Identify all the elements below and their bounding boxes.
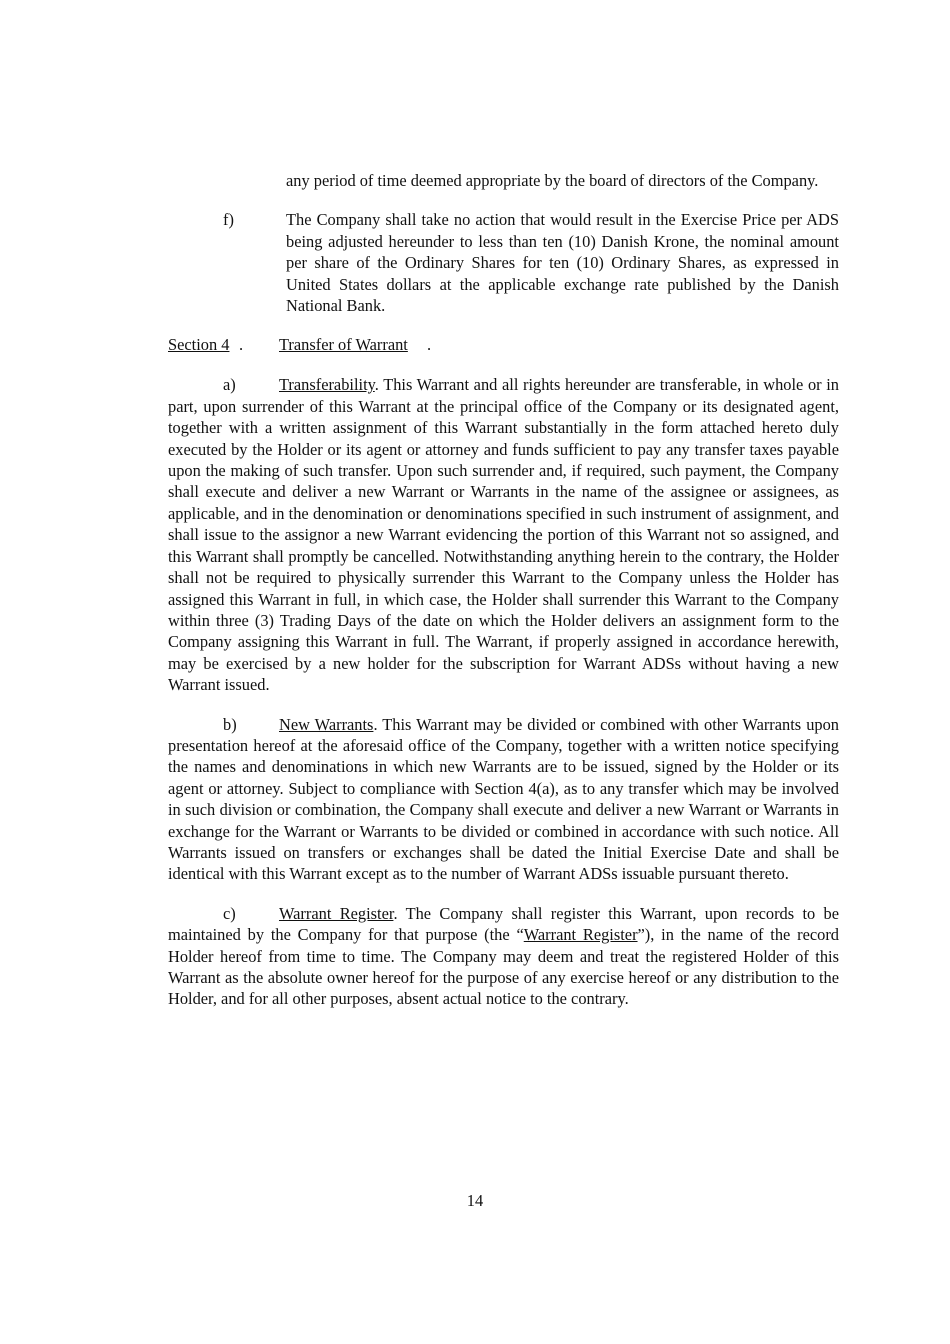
paragraph-c-text-before: . The Company shall register this Warrant, upon records to be maintained by the Company for that purpose (the “	[168, 903, 840, 945]
item-f-label: f)	[223, 210, 234, 230]
page-number: 14	[466, 1191, 484, 1210]
paragraph-a	[168, 374, 839, 695]
section-title: Transfer of Warrant	[279, 335, 408, 355]
item-e-continuation: any period of time deemed appropriate by the board of directors of the Company.	[286, 171, 819, 190]
paragraph-b-text: . This Warrant may be divided or combined with other Warrants upon presentation hereof at the aforesaid office of the Company, together with a written notice specifying the names and denominations in which new Warrants are to be issued, signed by the Holder or its agent or attorney. Subject to compliance with Section 4(a), as to any transfer which may be involved in such division or combination, the Company shall execute and deliver a new Warrant or Warrants in exchange for the Warrant or Warrants to be divided or combined in accordance with such notice. All Warrants issued on transfers or exchanges shall be dated the Initial Exercise Date and shall be identical with this Warrant except as to the number of Warrant ADSs issuable pursuant thereto.	[168, 714, 839, 884]
paragraph-c-text-after: ”), in the name of the record Holder hereof from time to time. The Company may deem and treat the registered Holder of this Warrant as the absolute owner hereof for the purpose of any exercise hereof or any distribution to the Holder, and for all other purposes, absent actual notice to the contrary.	[168, 925, 839, 1009]
section-number-suffix: .	[239, 335, 244, 355]
paragraph-c-heading: Warrant Register	[279, 903, 394, 923]
paragraph-a-text: . This Warrant and all rights hereunder are transferable, in whole or in part, upon surrender of this Warrant at the principal office of the Company or its designated agent, together with a written assignment of this Warrant substantially in the form attached hereto duly executed by the Holder or its agent or attorney and funds sufficient to pay any transfer taxes payable upon the making of such transfer. Upon such surrender and, if required, such payment, the Company shall execute and deliver a new Warrant or Warrants in the name of the assignee or assignees, as applicable, and in the denomination or denominations specified in such instrument of assignment, and shall issue to the assignor a new Warrant evidencing the portion of this Warrant not so assigned, and this Warrant shall promptly be cancelled. Notwithstanding anything herein to the contrary, the Holder shall not be required to physically surrender this Warrant to the Company unless the Holder has assigned this Warrant in full, in which case, the Holder shall surrender this Warrant to the Company within three (3) Trading Days of the date on which the Holder delivers an assignment form to the Company assigning this Warrant in full. The Warrant, if properly assigned in accordance herewith, may be exercised by a new holder for the subscription for Warrant ADSs without having a new Warrant issued.	[168, 375, 839, 695]
paragraph-a-label: a)	[223, 375, 236, 395]
paragraph-b-label: b)	[223, 714, 237, 734]
item-f	[223, 209, 839, 316]
section-number: Section 4	[168, 335, 230, 355]
paragraph-c-defined-term: Warrant Register	[523, 925, 638, 945]
paragraph-c-label: c)	[223, 903, 236, 923]
document-page	[168, 170, 839, 1010]
paragraph-a-heading: Transferability	[279, 375, 375, 395]
paragraph-c	[168, 903, 839, 1010]
paragraph-b-heading: New Warrants	[279, 714, 374, 734]
section-title-suffix: .	[427, 335, 432, 355]
section-heading	[168, 334, 839, 356]
paragraph-b	[168, 714, 839, 885]
item-f-text: The Company shall take no action that would result in the Exercise Price per ADS being adjusted hereunder to less than ten (10) Danish Krone, the nominal amount per share of the Ordinary Shares for ten (10) Ordinary Shares, as expressed in United States dollars at the applicable exchange rate published by the Danish National Bank.	[286, 210, 839, 316]
